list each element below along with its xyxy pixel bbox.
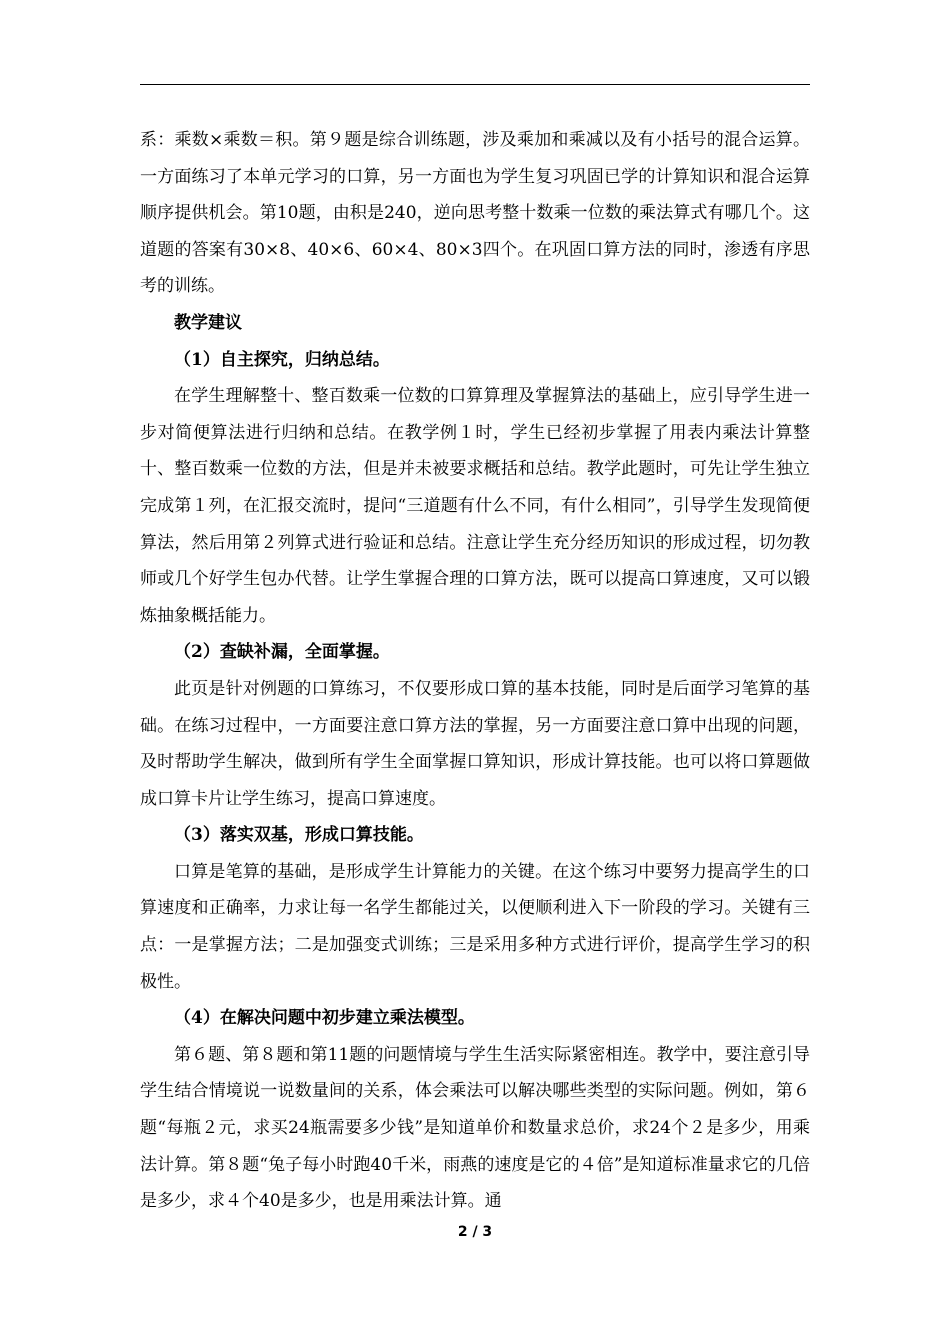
section-heading-teaching-suggestions: 教学建议 [174,312,242,333]
page-number: 2 / 3 [457,1224,493,1240]
paragraph-1: 在学生理解整十、整百数乘一位数的口算算理及掌握算法的基础上，应引导学生进一步对简便算法进行归纳和总结。在教学例１时，学生已经初步掌握了用表内乘法计算整十、整百数乘一位数的方法，但是并未被要求概括和总结。教学此题时，可先让学生独立完成第１列，在汇报交流时，提问“三道题有什么不同，有什么相同”，引导学生发现简便算法，然后用第２列算式进行验证和总结。注意让学生充分经历知识的形成过程，切勿教师或几个好学生包办代替。让学生掌握合理的口算方法，既可以提高口算速度，又可以锻炼抽象概括能力。 [140,386,810,626]
document-body [140,122,810,1220]
header-rule [140,84,810,85]
paragraph-2: 此页是针对例题的口算练习，不仅要形成口算的基本技能，同时是后面学习笔算的基础。在练习过程中，一方面要注意口算方法的掌握，另一方面要注意口算中出现的问题，及时帮助学生解决，做到所有学生全面掌握口算知识，形成计算技能。也可以将口算题做成口算卡片让学生练习，提高口算速度。 [140,678,810,809]
paragraph-continuation: 系：乘数×乘数＝积。第９题是综合训练题，涉及乘加和乘减以及有小括号的混合运算。一方面练习了本单元学习的口算，另一方面也为学生复习巩固已学的计算知识和混合运算顺序提供机会。第10题，由积是240，逆向思考整十数乘一位数的乘法算式有哪几个。这道题的答案有30×8、40×6、60×4、80×3四个。在巩固口算方法的同时，渗透有序思考的训练。 [140,130,810,297]
paragraph-4: 第６题、第８题和第11题的问题情境与学生生活实际紧密相连。教学中，要注意引导学生结合情境说一说数量间的关系，体会乘法可以解决哪些类型的实际问题。例如，第６题“每瓶２元，求买24瓶需要多少钱”是知道单价和数量求总价，求24个２是多少，用乘法计算。第８题“兔子每小时跑40千米，雨燕的速度是它的４倍”是知道标准量求它的几倍是多少，求４个40是多少，也是用乘法计算。通 [140,1044,810,1212]
subheading-1: （1）自主探究，归纳总结。 [174,349,390,370]
paragraph-3: 口算是笔算的基础，是形成学生计算能力的关键。在这个练习中要努力提高学生的口算速度和正确率，力求让每一名学生都能过关，以便顺利进入下一阶段的学习。关键有三点：一是掌握方法；二是加强变式训练；三是采用多种方式进行评价，提高学生学习的积极性。 [140,861,810,992]
subheading-3: （3）落实双基，形成口算技能。 [174,825,424,846]
subheading-2: （2）查缺补漏，全面掌握。 [174,642,390,663]
subheading-4: （4）在解决问题中初步建立乘法模型。 [174,1008,475,1029]
